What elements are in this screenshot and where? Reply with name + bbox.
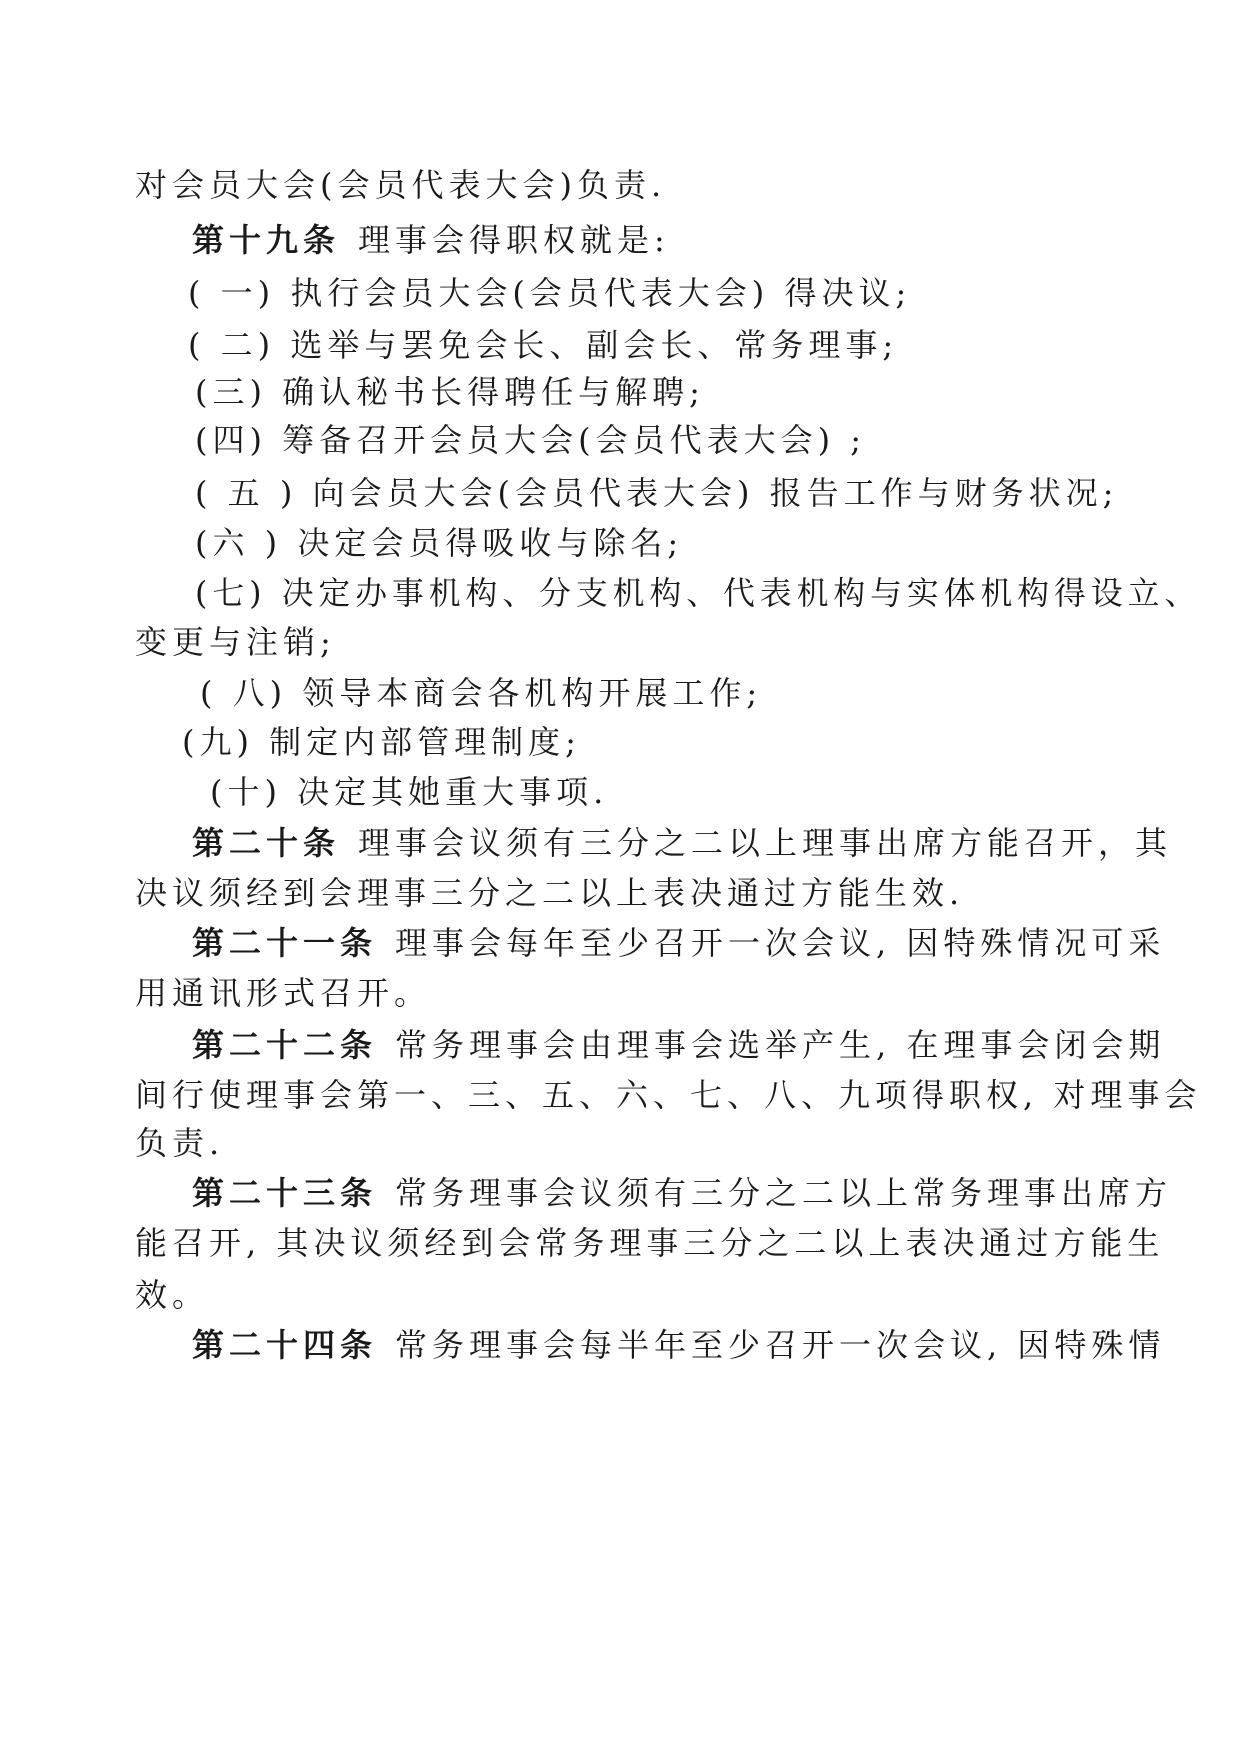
paragraph-line xyxy=(135,973,431,1013)
line-text: (四) 筹备召开会员大会(会员代表大会) ; xyxy=(195,421,867,459)
list-item xyxy=(195,473,1118,513)
article-number: 第二十二条 xyxy=(192,1026,378,1064)
paragraph-line xyxy=(135,1075,1201,1115)
list-item xyxy=(195,372,705,412)
line-text: 理事会得职权就是: xyxy=(358,221,670,259)
list-item xyxy=(188,325,898,365)
line-text: 理事会每年至少召开一次会议, 因特殊情况可采 xyxy=(395,924,1166,962)
list-item xyxy=(210,772,608,812)
list-item xyxy=(200,673,762,713)
line-text: 负责. xyxy=(135,1124,225,1162)
paragraph-line xyxy=(135,165,666,205)
line-text: (三) 确认秘书长得聘任与解聘; xyxy=(195,373,705,411)
line-text: 理事会议须有三分之二以上理事出席方能召开，其 xyxy=(358,824,1173,862)
list-item xyxy=(195,523,683,563)
article-heading-line xyxy=(192,1173,1172,1213)
paragraph-line xyxy=(135,1223,1164,1263)
article-heading-line xyxy=(192,923,1165,963)
line-text: ( 二) 选举与罢免会长、副会长、常务理事; xyxy=(188,326,899,364)
list-item xyxy=(188,273,911,313)
line-text: 用通讯形式召开。 xyxy=(135,974,432,1012)
article-heading-line xyxy=(192,1325,1165,1365)
line-text: (六 ) 决定会员得吸收与除名; xyxy=(195,524,684,562)
article-number: 第二十条 xyxy=(192,824,341,862)
line-text: ( 五 ) 向会员大会(会员代表大会) 报告工作与财务状况; xyxy=(195,474,1119,512)
line-text: 决议须经到会理事三分之二以上表决通过方能生效. xyxy=(135,874,965,912)
list-item xyxy=(195,420,866,460)
line-text: (九) 制定内部管理制度; xyxy=(182,723,581,761)
line-text: 能召开, 其决议须经到会常务理事三分之二以上表决通过方能生 xyxy=(135,1224,1165,1262)
line-text: 常务理事会议须有三分之二以上常务理事出席方 xyxy=(395,1174,1173,1212)
line-text: 间行使理事会第一、三、五、六、七、八、九项得职权, 对理事会 xyxy=(135,1076,1202,1114)
article-number: 第二十一条 xyxy=(192,924,378,962)
line-text: ( 八) 领导本商会各机构开展工作; xyxy=(200,674,763,712)
line-text: 变更与注销; xyxy=(135,623,336,661)
paragraph-line xyxy=(135,873,964,913)
line-text: (十) 决定其她重大事项. xyxy=(210,773,609,811)
paragraph-line xyxy=(135,622,336,662)
paragraph-line xyxy=(135,1275,209,1315)
article-heading-line xyxy=(192,1025,1165,1065)
article-number: 第二十三条 xyxy=(192,1174,378,1212)
line-text: ( 一) 执行会员大会(会员代表大会) 得决议; xyxy=(188,274,912,312)
article-number: 第十九条 xyxy=(192,221,341,259)
paragraph-line xyxy=(135,1123,224,1163)
line-text: 效。 xyxy=(135,1276,210,1314)
list-item xyxy=(182,722,581,762)
article-number: 第二十四条 xyxy=(192,1326,378,1364)
article-heading-line xyxy=(192,823,1172,863)
line-text: 常务理事会由理事会选举产生, 在理事会闭会期 xyxy=(395,1026,1166,1064)
line-text: (七) 决定办事机构、分支机构、代表机构与实体机构得设立、 xyxy=(195,574,1202,612)
line-text: 对会员大会(会员代表大会)负责. xyxy=(135,166,667,204)
line-text: 常务理事会每半年至少召开一次会议, 因特殊情 xyxy=(395,1326,1166,1364)
list-item xyxy=(195,573,1201,613)
article-heading-line xyxy=(192,220,670,260)
